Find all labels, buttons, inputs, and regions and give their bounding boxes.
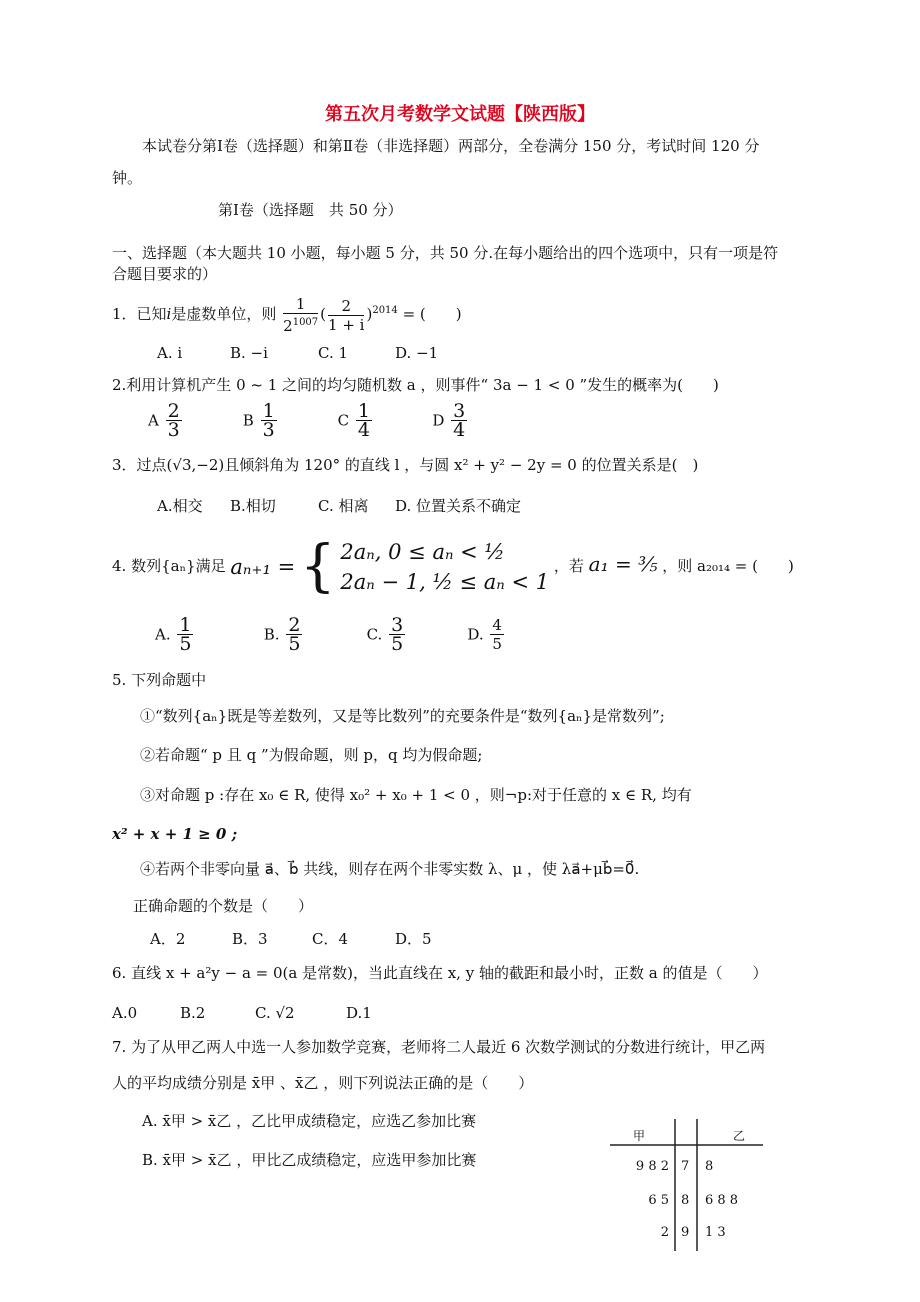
q4-cases	[340, 537, 549, 597]
q3-option-d: D. 位置关系不确定	[395, 497, 522, 515]
q6-option-c: C. √2	[255, 1004, 295, 1022]
q4-suffix: ，则 a₂₀₁₄ = ( )	[662, 557, 794, 575]
q1-mid: 是虚数单位，则	[171, 305, 277, 323]
q2-b-num: 1	[262, 400, 275, 422]
stem-leaf-row-2-right: 6 8 8	[705, 1193, 739, 1208]
intro-line-2: 钟。	[112, 169, 143, 187]
q4-mid: ，若	[553, 557, 584, 575]
stem-leaf-row-1-stem: 7	[681, 1159, 690, 1174]
q5-proposition-2: ②若命题“ p 且 q ”为假命题，则 p，q 均为假命题;	[140, 746, 483, 764]
q7-option-a: A. x̄甲 > x̄乙 ，乙比甲成绩稳定，应选乙参加比赛	[142, 1112, 477, 1130]
q1-exp: 2014	[372, 305, 398, 316]
q4-option-b-fraction	[286, 616, 302, 653]
q2-b-den: 3	[262, 419, 275, 441]
q6-option-b: B.2	[180, 1004, 206, 1022]
stem-leaf-header-left: 甲	[633, 1129, 646, 1143]
section1-line-1: 一、选择题（本大题共 10 小题，每小题 5 分，共 50 分.在每小题给出的四个选项中，只有一项是符	[112, 244, 779, 262]
q4-option-d	[467, 616, 557, 653]
q1-frac2-den: 1 + i	[328, 315, 365, 334]
q4-c-num: 3	[391, 614, 404, 636]
q1-prefix: 1．已知	[112, 305, 167, 323]
question-4	[112, 532, 794, 599]
stem-leaf-row-1-right: 8	[705, 1159, 714, 1174]
q2-option-b-fraction	[261, 402, 277, 439]
q2-option-d	[432, 402, 522, 439]
stem-leaf-row-3-right: 1 3	[705, 1225, 726, 1240]
q4-option-b-label: B.	[263, 625, 280, 644]
q4-options	[155, 616, 557, 660]
q1-frac1-exp: 1007	[292, 317, 319, 328]
question-7-line-1: 7. 为了从甲乙两人中选一人参加数学竞赛，老师将二人最近 6 次数学测试的分数进行统计，甲乙两	[112, 1038, 766, 1056]
q4-option-a	[155, 616, 259, 653]
q3-option-a: A.相交	[157, 497, 203, 515]
question-1: 1．已知i是虚数单位，则 $\frac{1}{2^{1007}}$ ( $\frac{2}{1 + i}$ )$^{2014}$ = ( )	[112, 295, 462, 335]
q2-option-a-fraction	[166, 402, 182, 439]
stem-leaf-row-2-stem: 8	[681, 1193, 690, 1208]
q1-frac1-den: 2	[283, 317, 293, 335]
stem-leaf-row-3-left: 2	[660, 1225, 669, 1240]
q2-c-den: 4	[357, 419, 370, 441]
q1-option-b: B. −i	[230, 344, 268, 362]
q1-fraction-2	[328, 297, 364, 334]
q1-suffix: = ( )	[402, 305, 462, 323]
q4-option-a-fraction	[177, 616, 193, 653]
question-5: 5. 下列命题中	[112, 671, 207, 689]
q1-option-d: D. −1	[395, 344, 439, 362]
q2-option-c-label: C	[337, 411, 350, 430]
q5-proposition-4: ④若两个非零向量 a⃗、b⃗ 共线，则存在两个非零实数 λ、μ ，使 λa⃗+μb⃗=0⃗.	[140, 860, 640, 878]
q2-option-b-label: B	[242, 411, 254, 430]
q4-option-c	[367, 616, 463, 653]
stem-leaf-row-2-left: 6 5	[648, 1193, 669, 1208]
q4-a-num: 1	[179, 614, 192, 636]
q1-var: i	[166, 305, 172, 323]
stem-leaf-plot	[605, 1115, 765, 1255]
q2-option-d-label: D	[432, 411, 445, 430]
q5-proposition-3: ③对命题 p :存在 x₀ ∈ R, 使得 x₀² + x₀ + 1 < 0 ，则¬p:对于任意的 x ∈ R, 均有	[140, 786, 692, 804]
section1-line-2: 合题目要求的）	[112, 265, 218, 283]
q5-proposition-1: ①“数列{aₙ}既是等差数列，又是等比数列”的充要条件是“数列{aₙ}是常数列”;	[140, 707, 665, 725]
q4-option-c-fraction	[389, 616, 405, 653]
q1-frac1-num: 1	[283, 295, 318, 314]
q4-option-d-label: D.	[467, 625, 484, 644]
q2-option-a-label: A	[148, 411, 159, 430]
question-2: 2.利用计算机产生 0 ~ 1 之间的均匀随机数 a ，则事件“ 3a − 1 < 0 ”发生的概率为( )	[112, 376, 719, 394]
q2-d-den: 4	[453, 419, 466, 441]
intro-line-1: 本试卷分第Ⅰ卷（选择题）和第Ⅱ卷（非选择题）两部分，全卷满分 150 分，考试时间 120 分	[142, 137, 760, 155]
part1-header: 第Ⅰ卷（选择题 共 50 分）	[218, 201, 403, 219]
q4-option-d-fraction	[490, 616, 504, 653]
q5-proposition-3-cont: x² + x + 1 ≥ 0 ;	[112, 825, 238, 843]
stem-leaf-header-right: 乙	[733, 1129, 746, 1143]
q4-b-den: 5	[288, 633, 301, 655]
q6-option-d: D.1	[346, 1004, 372, 1022]
q7-option-b: B. x̄甲 > x̄乙 ，甲比乙成绩稳定，应选甲参加比赛	[142, 1151, 477, 1169]
q2-option-c	[338, 402, 428, 439]
q1-option-a: A. i	[157, 344, 183, 362]
q4-prefix: 4. 数列{aₙ}满足	[112, 557, 226, 575]
q5-count-question: 正确命题的个数是（ ）	[133, 897, 314, 915]
q5-option-b: B．3	[232, 930, 268, 948]
q1-fraction-1	[283, 295, 318, 335]
q2-option-c-fraction	[356, 402, 372, 439]
q2-option-d-fraction	[451, 402, 467, 439]
q3-option-c: C. 相离	[318, 497, 369, 515]
q2-a-den: 3	[167, 419, 180, 441]
q2-options	[148, 402, 522, 446]
q2-option-a	[148, 402, 238, 439]
stem-leaf-row-3-stem: 9	[681, 1225, 690, 1240]
q6-option-a: A.0	[112, 1004, 138, 1022]
q4-option-a-label: A.	[155, 625, 171, 644]
q4-d-den: 5	[492, 635, 502, 653]
q4-option-b	[264, 616, 362, 653]
q1-option-c: C. 1	[318, 344, 349, 362]
question-6: 6. 直线 x + a²y − a = 0(a 是常数)，当此直线在 x, y 轴的截距和最小时，正数 a 的值是（ ）	[112, 964, 768, 982]
q3-option-b: B.相切	[230, 497, 276, 515]
q2-c-num: 1	[357, 400, 370, 422]
document-title: 第五次月考数学文试题【陕西版】	[325, 104, 595, 125]
q4-a-den: 5	[179, 633, 192, 655]
q5-option-a: A．2	[150, 930, 186, 948]
q4-d-num: 4	[492, 616, 502, 634]
q2-option-b	[243, 402, 333, 439]
question-7-line-2: 人的平均成绩分别是 x̄甲 、x̄乙 ，则下列说法正确的是（ ）	[112, 1074, 534, 1092]
q4-brace: {	[299, 534, 336, 599]
q4-case-2: 2aₙ − 1, ½ ≤ aₙ < 1	[340, 570, 550, 594]
q4-c-den: 5	[391, 633, 404, 655]
q4-a1: a₁ = ⅗	[588, 552, 658, 576]
q5-option-d: D．5	[395, 930, 432, 948]
q4-option-c-label: C.	[366, 625, 383, 644]
q4-case-1: 2aₙ, 0 ≤ aₙ < ½	[340, 540, 505, 564]
q1-frac2-num: 2	[328, 297, 364, 316]
q4-lhs: aₙ₊₁ =	[230, 555, 296, 579]
q2-a-num: 2	[167, 400, 180, 422]
stem-leaf-row-1-left: 9 8 2	[635, 1159, 669, 1174]
question-3: 3．过点(√3,−2)且倾斜角为 120° 的直线 l ，与圆 x² + y² − 2y = 0 的位置关系是( )	[112, 456, 699, 474]
q5-option-c: C．4	[312, 930, 349, 948]
q4-b-num: 2	[288, 614, 301, 636]
q2-d-num: 3	[453, 400, 466, 422]
